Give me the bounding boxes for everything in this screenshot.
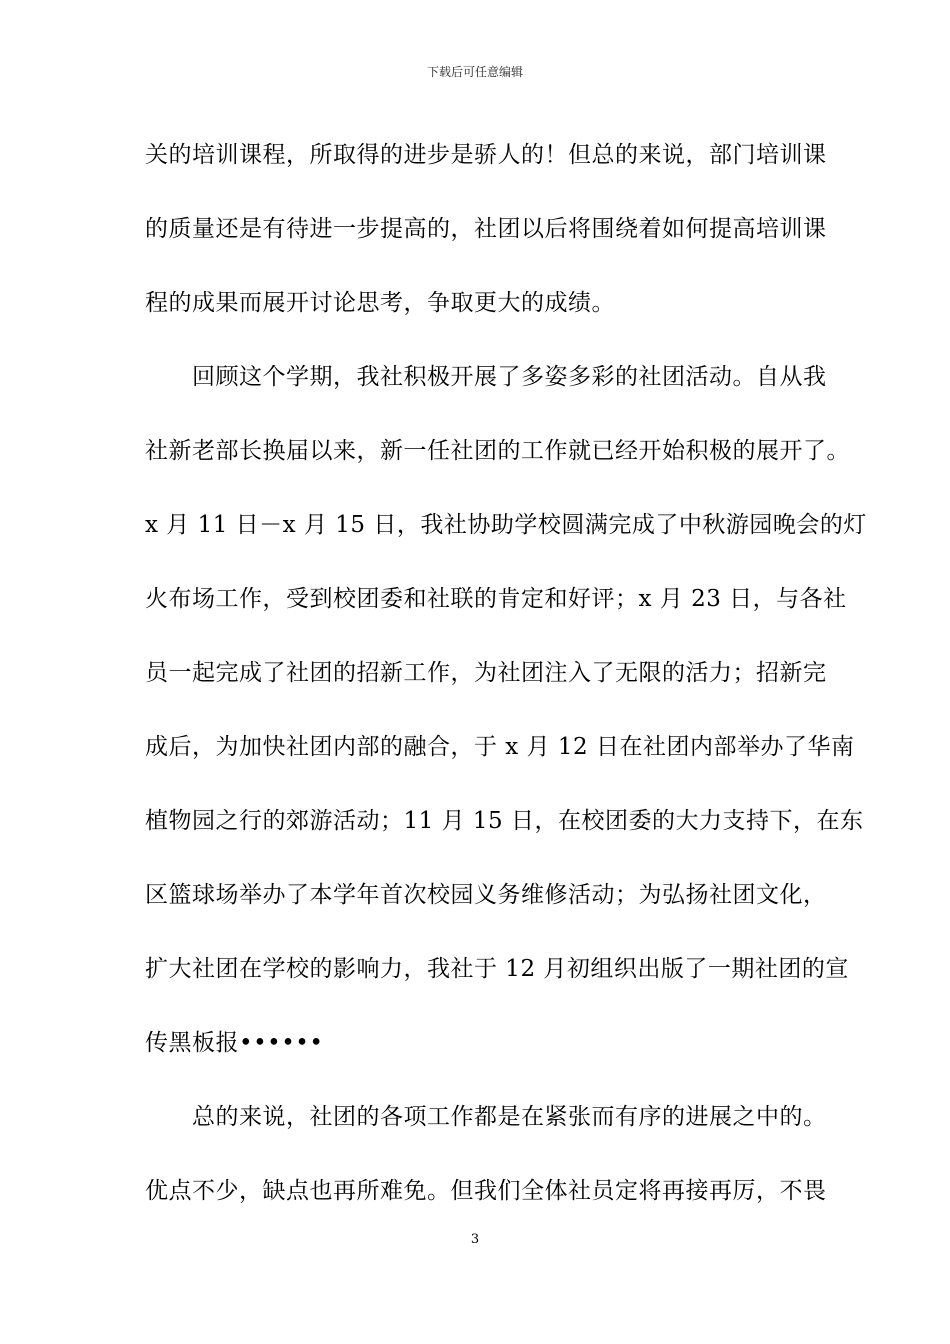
text-line: x 月 11 日－x 月 15 日，我社协助学校圆满完成了中秋游园晚会的灯 [145, 512, 867, 538]
text-line: 员一起完成了社团的招新工作，为社团注入了无限的活力；招新完 [145, 660, 827, 686]
text-line: 社新老部长换届以来，新一任社团的工作就已经开始积极的展开了。 [145, 438, 850, 464]
text-line: 总的来说，社团的各项工作都是在紧张而有序的进展之中的。 [145, 1104, 827, 1130]
text-line: 关的培训课程，所取得的进步是骄人的！但总的来说，部门培训课 [145, 142, 827, 168]
page-header-note: 下载后可任意编辑 [426, 65, 523, 79]
text-line: 植物园之行的郊游活动；11 月 15 日，在校团委的大力支持下，在东 [145, 808, 864, 834]
page-number: 3 [470, 1232, 480, 1247]
text-line: 成后，为加快社团内部的融合，于 x 月 12 日在社团内部举办了华南 [145, 734, 855, 760]
text-line: 优点不少，缺点也再所难免。但我们全体社员定将再接再厉，不畏 [145, 1178, 827, 1204]
text-line: 传黑板报•••••• [145, 1030, 324, 1056]
document-body [145, 118, 867, 1228]
text-line: 程的成果而展开讨论思考，争取更大的成绩。 [145, 290, 615, 316]
text-line: 回顾这个学期，我社积极开展了多姿多彩的社团活动。自从我 [145, 364, 827, 390]
text-line: 扩大社团在学校的影响力，我社于 12 月初组织出版了一期社团的宣 [145, 956, 849, 982]
text-line: 的质量还是有待进一步提高的，社团以后将围绕着如何提高培训课 [145, 216, 827, 242]
text-line: 区篮球场举办了本学年首次校园义务维修活动；为弘扬社团文化， [145, 882, 827, 908]
text-line: 火布场工作，受到校团委和社联的肯定和好评；x 月 23 日，与各社 [145, 586, 847, 612]
